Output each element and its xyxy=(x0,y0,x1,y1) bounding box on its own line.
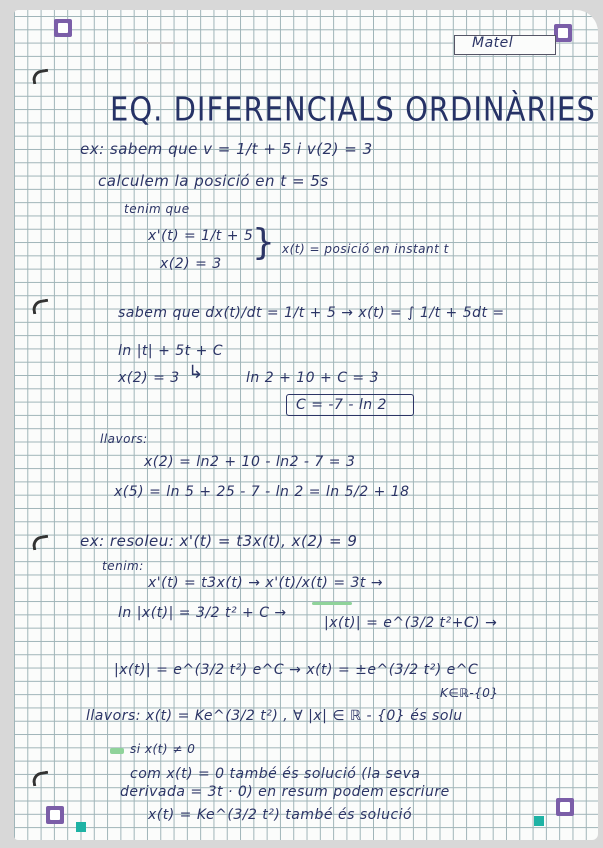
note-line: x(t) = posició en instant t xyxy=(282,242,449,256)
note-line: tenim: xyxy=(102,559,144,573)
note-line: calculem la posició en t = 5s xyxy=(98,172,329,190)
highlight-mark xyxy=(110,748,124,754)
faint-mark xyxy=(134,42,174,44)
brace-icon: } xyxy=(252,222,276,263)
note-line: x(2) = 3 xyxy=(160,256,222,272)
corner-mark-bottom-right xyxy=(556,798,574,816)
note-line: ln |t| + 5t + C xyxy=(118,343,224,359)
binder-hole-icon xyxy=(30,66,50,84)
note-line: x'(t) = 1/t + 5 xyxy=(148,228,254,244)
note-line: C = -7 - ln 2 xyxy=(296,397,387,413)
note-line: |x(t)| = e^(3/2 t²) e^C → x(t) = ±e^(3/2 t²) e^C xyxy=(114,662,479,678)
binder-hole-icon xyxy=(30,296,50,314)
note-line: K∈ℝ-{0} xyxy=(440,686,499,700)
note-line: x(2) = ln2 + 10 - ln2 - 7 = 3 xyxy=(144,454,356,470)
corner-mark-top-right xyxy=(554,24,572,42)
note-line: derivada = 3t · 0) en resum podem escriure xyxy=(120,784,450,800)
note-line: llavors: xyxy=(100,432,148,446)
note-line: sabem que dx(t)/dt = 1/t + 5 → x(t) = ∫ 1/t + 5dt = xyxy=(118,305,505,321)
binder-hole-icon xyxy=(30,768,50,786)
binder-hole-icon xyxy=(30,532,50,550)
notebook-page xyxy=(14,10,598,840)
note-line: ex: sabem que v = 1/t + 5 i v(2) = 3 xyxy=(80,140,373,158)
note-line: ln |x(t)| = 3/2 t² + C → xyxy=(118,605,287,621)
note-line: ln 2 + 10 + C = 3 xyxy=(246,370,380,386)
page-title: EQ. DIFERENCIALS ORDINÀRIES xyxy=(110,89,596,129)
note-line: ex: resoleu: x'(t) = t3x(t), x(2) = 9 xyxy=(80,532,358,550)
note-line: |x(t)| = e^(3/2 t²+C) → xyxy=(324,615,498,631)
note-line: llavors: x(t) = Ke^(3/2 t²) , ∀ |x| ∈ ℝ - {0} és solu xyxy=(86,708,463,724)
student-name: Matel xyxy=(472,35,514,51)
note-line: tenim que xyxy=(124,202,190,216)
teal-marker-left xyxy=(76,822,86,832)
note-line: x(5) = ln 5 + 25 - 7 - ln 2 = ln 5/2 + 18 xyxy=(114,484,410,500)
note-line: x'(t) = t3x(t) → x'(t)/x(t) = 3t → xyxy=(148,575,384,591)
arrow-icon: ↳ xyxy=(188,362,204,383)
note-line: x(2) = 3 xyxy=(118,370,180,386)
corner-mark-top-left xyxy=(54,19,72,37)
highlight-mark xyxy=(312,602,352,605)
note-line: x(t) = Ke^(3/2 t²) també és solució xyxy=(148,807,413,823)
teal-marker-right xyxy=(534,816,544,826)
note-line: com x(t) = 0 també és solució (la seva xyxy=(130,766,421,782)
note-line: si x(t) ≠ 0 xyxy=(130,742,196,756)
corner-mark-bottom-left xyxy=(46,806,64,824)
